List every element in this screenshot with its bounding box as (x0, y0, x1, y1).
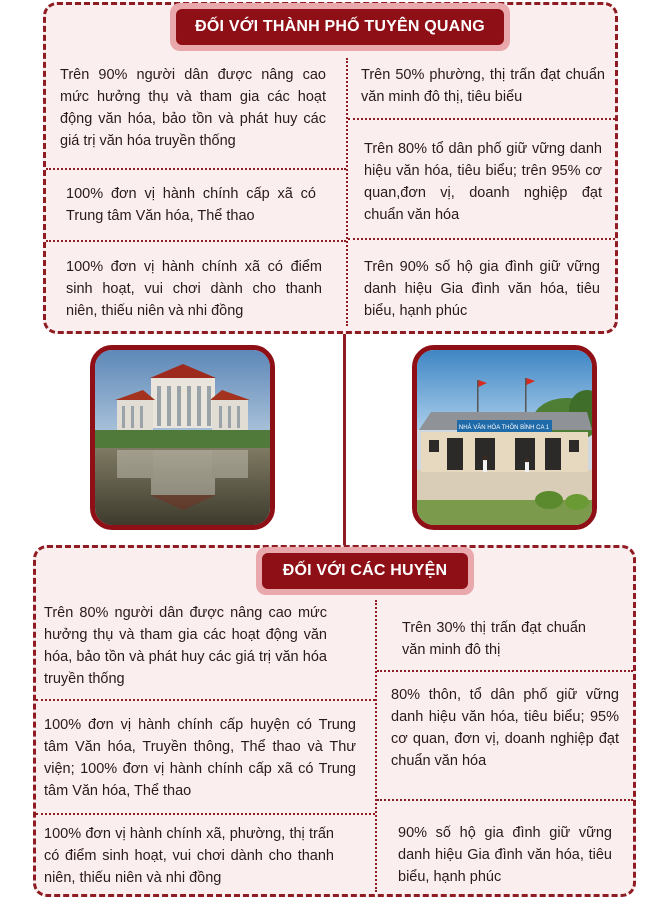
city-section-header (170, 3, 510, 51)
district-left-item-1: Trên 80% người dân được nâng cao mức hưởng thụ và tham gia các hoạt động văn hóa, bảo tồn và phát huy các giá trị văn hóa truyền thống (44, 605, 327, 687)
district-right-item-1: Trên 30% thị trấn đạt chuẩn văn minh đô thị (402, 620, 586, 658)
district-left-item-2: 100% đơn vị hành chính cấp huyện có Trung tâm Văn hóa, Truyền thông, Thể thao và Thư viện; 100% đơn vị hành chính cấp xã có Trung tâm Văn hóa, Thể thao (44, 717, 356, 799)
village-cultural-house-photo (412, 345, 597, 530)
district-column-divider (375, 600, 377, 892)
city-right-item-1: Trên 50% phường, thị trấn đạt chuẩn văn minh đô thị, tiêu biểu (361, 67, 605, 105)
village-house-sign: NHÀ VĂN HÓA THÔN BÌNH CA 1 (458, 425, 550, 431)
city-left-item-1: Trên 90% người dân được nâng cao mức hưởng thụ và tham gia các hoạt động văn hóa, bảo tồn và phát huy các giá trị văn hóa truyền thống (60, 67, 326, 149)
city-left-divider-2 (46, 240, 346, 242)
district-right-item-3: 90% số hộ gia đình giữ vững danh hiệu Gia đình văn hóa, tiêu biểu, hạnh phúc (398, 825, 612, 885)
city-left-item-2: 100% đơn vị hành chính cấp xã có Trung tâm Văn hóa, Thể thao (66, 186, 316, 224)
city-column-divider (346, 58, 348, 326)
city-section-title: ĐỐI VỚI THÀNH PHỐ TUYÊN QUANG (176, 9, 504, 45)
district-right-item-2: 80% thôn, tổ dân phố giữ vững danh hiệu văn hóa, tiêu biểu; 95% cơ quan, đơn vị, doanh nghiệp đạt chuẩn văn hóa (391, 687, 619, 769)
district-section-title: ĐỐI VỚI CÁC HUYỆN (262, 553, 468, 589)
city-right-divider-2 (348, 238, 615, 240)
district-section-header (256, 547, 474, 595)
city-left-item-3: 100% đơn vị hành chính xã có điểm sinh hoạt, vui chơi dành cho thanh niên, thiếu niên và nhi đồng (66, 259, 322, 319)
city-right-item-2: Trên 80% tổ dân phố giữ vững danh hiệu văn hóa, tiêu biểu; trên 95% cơ quan,đơn vị, doanh nghiệp đạt chuẩn văn hóa (364, 141, 602, 223)
district-left-divider-2 (36, 813, 375, 815)
district-right-divider-1 (377, 670, 633, 672)
connector-spine (343, 334, 346, 545)
city-left-divider-1 (46, 168, 346, 170)
cultural-center-photo (90, 345, 275, 530)
district-left-item-3: 100% đơn vị hành chính xã, phường, thị trấn có điểm sinh hoạt, vui chơi dành cho thanh niên, thiếu niên và nhi đồng (44, 826, 334, 886)
district-left-divider-1 (36, 699, 375, 701)
district-right-divider-2 (377, 799, 633, 801)
city-right-divider-1 (348, 118, 615, 120)
city-right-item-3: Trên 90% số hộ gia đình giữ vững danh hiệu Gia đình văn hóa, tiêu biểu, hạnh phúc (364, 259, 600, 319)
